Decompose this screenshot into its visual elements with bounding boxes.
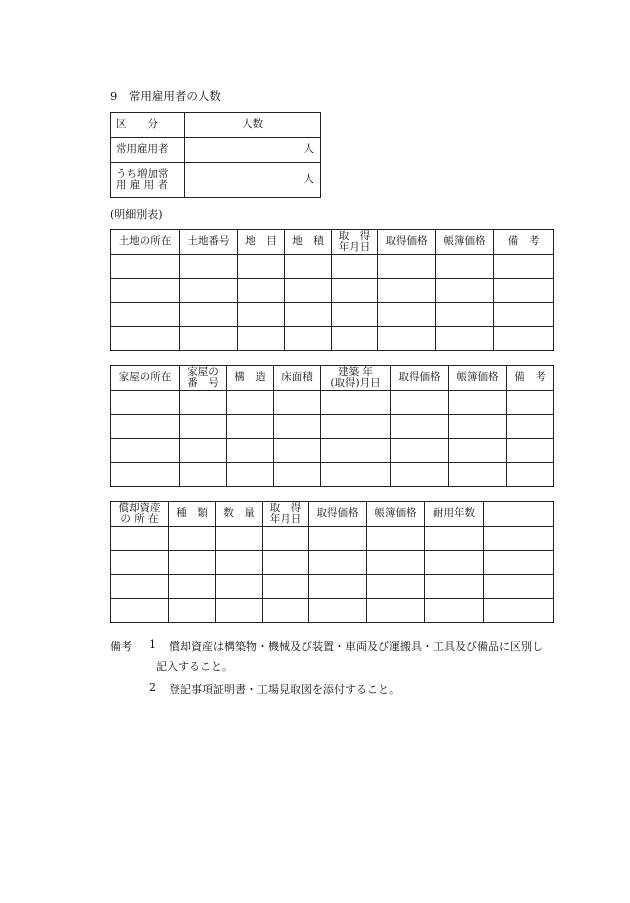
land-location-header: 土地の所在 xyxy=(111,230,180,255)
table-cell[interactable] xyxy=(216,527,263,551)
table-cell[interactable] xyxy=(169,527,216,551)
table-cell[interactable] xyxy=(180,279,238,303)
table-cell[interactable] xyxy=(180,255,238,279)
asset-table-row xyxy=(111,551,554,575)
asset-table xyxy=(110,501,554,623)
table-cell[interactable] xyxy=(425,575,484,599)
asset-table-row xyxy=(111,575,554,599)
table-cell[interactable] xyxy=(321,463,391,487)
regular-employee-unit: 人 xyxy=(185,138,321,163)
table-cell[interactable] xyxy=(309,551,367,575)
land-table-row xyxy=(111,303,554,327)
table-cell[interactable] xyxy=(238,303,285,327)
table-cell[interactable] xyxy=(494,255,554,279)
table-cell[interactable] xyxy=(391,415,449,439)
employee-count-table xyxy=(110,112,321,198)
table-cell[interactable] xyxy=(484,599,554,623)
table-cell[interactable] xyxy=(367,575,425,599)
land-acquired-date-header xyxy=(332,230,378,255)
land-number-header: 土地番号 xyxy=(180,230,238,255)
land-table xyxy=(110,229,554,351)
asset-useful-life-header: 耐用年数 xyxy=(425,502,484,527)
table-cell[interactable] xyxy=(367,527,425,551)
asset-blank-header xyxy=(484,502,554,527)
employee-table-header xyxy=(111,113,321,138)
table-cell[interactable] xyxy=(111,415,180,439)
house-book-value-header: 帳簿価格 xyxy=(449,366,507,391)
table-cell[interactable] xyxy=(309,575,367,599)
note-1-text: 償却資産は構築物・機械及び装置・車両及び運搬具・工具及び備品に区別し xyxy=(169,640,543,653)
section-title: 9 常用雇用者の人数 xyxy=(110,89,221,103)
land-table-row xyxy=(111,327,554,351)
increased-employee-label-line1: うち増加常 xyxy=(116,167,169,180)
table-cell[interactable] xyxy=(425,527,484,551)
table-cell[interactable] xyxy=(332,327,378,351)
note-1-number: 1 xyxy=(149,638,156,651)
house-table-row xyxy=(111,439,554,463)
table-cell[interactable] xyxy=(238,279,285,303)
house-built-date-header xyxy=(321,366,391,391)
table-cell[interactable] xyxy=(378,279,436,303)
house-number-header xyxy=(180,366,227,391)
table-cell[interactable] xyxy=(321,391,391,415)
table-cell[interactable] xyxy=(507,439,554,463)
table-cell[interactable] xyxy=(494,279,554,303)
table-cell[interactable] xyxy=(425,599,484,623)
table-cell[interactable] xyxy=(111,527,169,551)
table-cell[interactable] xyxy=(378,327,436,351)
asset-location-line1: 償却資産 xyxy=(118,501,161,514)
table-cell[interactable] xyxy=(180,439,227,463)
table-cell[interactable] xyxy=(180,391,227,415)
regular-employee-label: 常用雇用者 xyxy=(111,138,185,163)
table-cell[interactable] xyxy=(111,279,180,303)
asset-type-header: 種 類 xyxy=(169,502,216,527)
asset-table-row xyxy=(111,599,554,623)
table-cell[interactable] xyxy=(111,391,180,415)
table-cell[interactable] xyxy=(274,415,321,439)
asset-acquired-date-line1: 取 得 xyxy=(269,501,302,514)
note-2-text: 登記事項証明書・工場見取図を添付すること。 xyxy=(169,683,400,696)
table-cell[interactable] xyxy=(263,575,309,599)
increased-employee-row xyxy=(111,163,321,198)
table-cell[interactable] xyxy=(494,327,554,351)
house-remarks-header: 備 考 xyxy=(507,366,554,391)
table-cell[interactable] xyxy=(180,415,227,439)
table-cell[interactable] xyxy=(436,303,494,327)
headcount-header: 人数 xyxy=(185,113,321,138)
table-cell[interactable] xyxy=(238,255,285,279)
asset-acquired-date-header xyxy=(263,502,309,527)
table-cell[interactable] xyxy=(169,551,216,575)
land-acquired-date-line1: 取 得 xyxy=(338,229,371,242)
table-cell[interactable] xyxy=(111,327,180,351)
land-category-header: 地 目 xyxy=(238,230,285,255)
land-area-header: 地 積 xyxy=(285,230,332,255)
house-built-date-line2: (取得)月日 xyxy=(330,377,381,389)
table-cell[interactable] xyxy=(285,327,332,351)
table-cell[interactable] xyxy=(180,327,238,351)
category-header: 区 分 xyxy=(111,113,185,138)
asset-table-header xyxy=(111,502,554,527)
table-cell[interactable] xyxy=(436,255,494,279)
house-location-header: 家屋の所在 xyxy=(111,366,180,391)
table-cell[interactable] xyxy=(263,551,309,575)
table-cell[interactable] xyxy=(484,527,554,551)
table-cell[interactable] xyxy=(484,551,554,575)
asset-location-header xyxy=(111,502,169,527)
notes-label: 備考 xyxy=(110,640,132,653)
table-cell[interactable] xyxy=(169,599,216,623)
table-cell[interactable] xyxy=(111,575,169,599)
asset-book-value-header: 帳簿価格 xyxy=(367,502,425,527)
table-cell[interactable] xyxy=(285,255,332,279)
table-cell[interactable] xyxy=(436,327,494,351)
land-remarks-header: 備 考 xyxy=(494,230,554,255)
land-acquisition-price-header: 取得価格 xyxy=(378,230,436,255)
table-cell[interactable] xyxy=(391,463,449,487)
house-number-line2: 番 号 xyxy=(187,377,219,389)
table-cell[interactable] xyxy=(274,463,321,487)
table-cell[interactable] xyxy=(494,303,554,327)
table-cell[interactable] xyxy=(367,599,425,623)
house-table-row xyxy=(111,463,554,487)
table-cell[interactable] xyxy=(484,575,554,599)
table-cell[interactable] xyxy=(216,575,263,599)
table-cell[interactable] xyxy=(367,551,425,575)
table-cell[interactable] xyxy=(378,303,436,327)
house-number-line1: 家屋の xyxy=(187,365,219,378)
land-table-row xyxy=(111,255,554,279)
table-cell[interactable] xyxy=(507,415,554,439)
table-cell[interactable] xyxy=(391,439,449,463)
table-cell[interactable] xyxy=(321,439,391,463)
table-cell[interactable] xyxy=(111,551,169,575)
house-table-row xyxy=(111,415,554,439)
table-cell[interactable] xyxy=(332,279,378,303)
land-book-value-header: 帳簿価格 xyxy=(436,230,494,255)
table-cell[interactable] xyxy=(216,599,263,623)
regular-employee-row xyxy=(111,138,321,163)
table-cell[interactable] xyxy=(332,303,378,327)
house-table-row xyxy=(111,391,554,415)
table-cell[interactable] xyxy=(378,255,436,279)
table-cell[interactable] xyxy=(227,415,274,439)
increased-employee-label xyxy=(111,163,185,198)
house-acquisition-price-header: 取得価格 xyxy=(391,366,449,391)
table-cell[interactable] xyxy=(507,463,554,487)
table-cell[interactable] xyxy=(274,391,321,415)
table-cell[interactable] xyxy=(111,439,180,463)
asset-table-row xyxy=(111,527,554,551)
table-cell[interactable] xyxy=(180,463,227,487)
table-cell[interactable] xyxy=(263,527,309,551)
table-cell[interactable] xyxy=(332,255,378,279)
house-table-header xyxy=(111,366,554,391)
table-cell[interactable] xyxy=(449,415,507,439)
house-structure-header: 構 造 xyxy=(227,366,274,391)
table-cell[interactable] xyxy=(309,599,367,623)
note-1-text-continued: 記入すること。 xyxy=(156,660,233,673)
table-cell[interactable] xyxy=(238,327,285,351)
table-cell[interactable] xyxy=(285,303,332,327)
increased-employee-label-line2: 用 雇 用 者 xyxy=(116,179,169,191)
land-table-row xyxy=(111,279,554,303)
table-cell[interactable] xyxy=(391,391,449,415)
note-2-number: 2 xyxy=(149,681,156,694)
table-cell[interactable] xyxy=(180,303,238,327)
table-cell[interactable] xyxy=(274,439,321,463)
asset-quantity-header: 数 量 xyxy=(216,502,263,527)
table-cell[interactable] xyxy=(436,279,494,303)
table-cell[interactable] xyxy=(227,391,274,415)
table-cell[interactable] xyxy=(507,391,554,415)
table-cell[interactable] xyxy=(227,439,274,463)
asset-acquired-date-line2: 年月日 xyxy=(269,513,302,525)
table-cell[interactable] xyxy=(449,391,507,415)
table-cell[interactable] xyxy=(169,575,216,599)
table-cell[interactable] xyxy=(263,599,309,623)
land-acquired-date-line2: 年月日 xyxy=(338,241,371,253)
table-cell[interactable] xyxy=(111,599,169,623)
land-table-header xyxy=(111,230,554,255)
house-floor-area-header: 床面積 xyxy=(274,366,321,391)
asset-acquisition-price-header: 取得価格 xyxy=(309,502,367,527)
table-cell[interactable] xyxy=(227,463,274,487)
house-built-date-line1: 建築 年 xyxy=(338,365,373,378)
table-cell[interactable] xyxy=(449,463,507,487)
table-cell[interactable] xyxy=(449,439,507,463)
table-cell[interactable] xyxy=(321,415,391,439)
table-cell[interactable] xyxy=(309,527,367,551)
table-cell[interactable] xyxy=(111,255,180,279)
asset-location-line2: の 所 在 xyxy=(120,513,159,525)
table-cell[interactable] xyxy=(216,551,263,575)
table-cell[interactable] xyxy=(285,279,332,303)
increased-employee-unit: 人 xyxy=(185,163,321,198)
table-cell[interactable] xyxy=(425,551,484,575)
table-cell[interactable] xyxy=(111,463,180,487)
detail-table-label: (明細別表) xyxy=(110,208,163,221)
table-cell[interactable] xyxy=(111,303,180,327)
house-table xyxy=(110,365,554,487)
